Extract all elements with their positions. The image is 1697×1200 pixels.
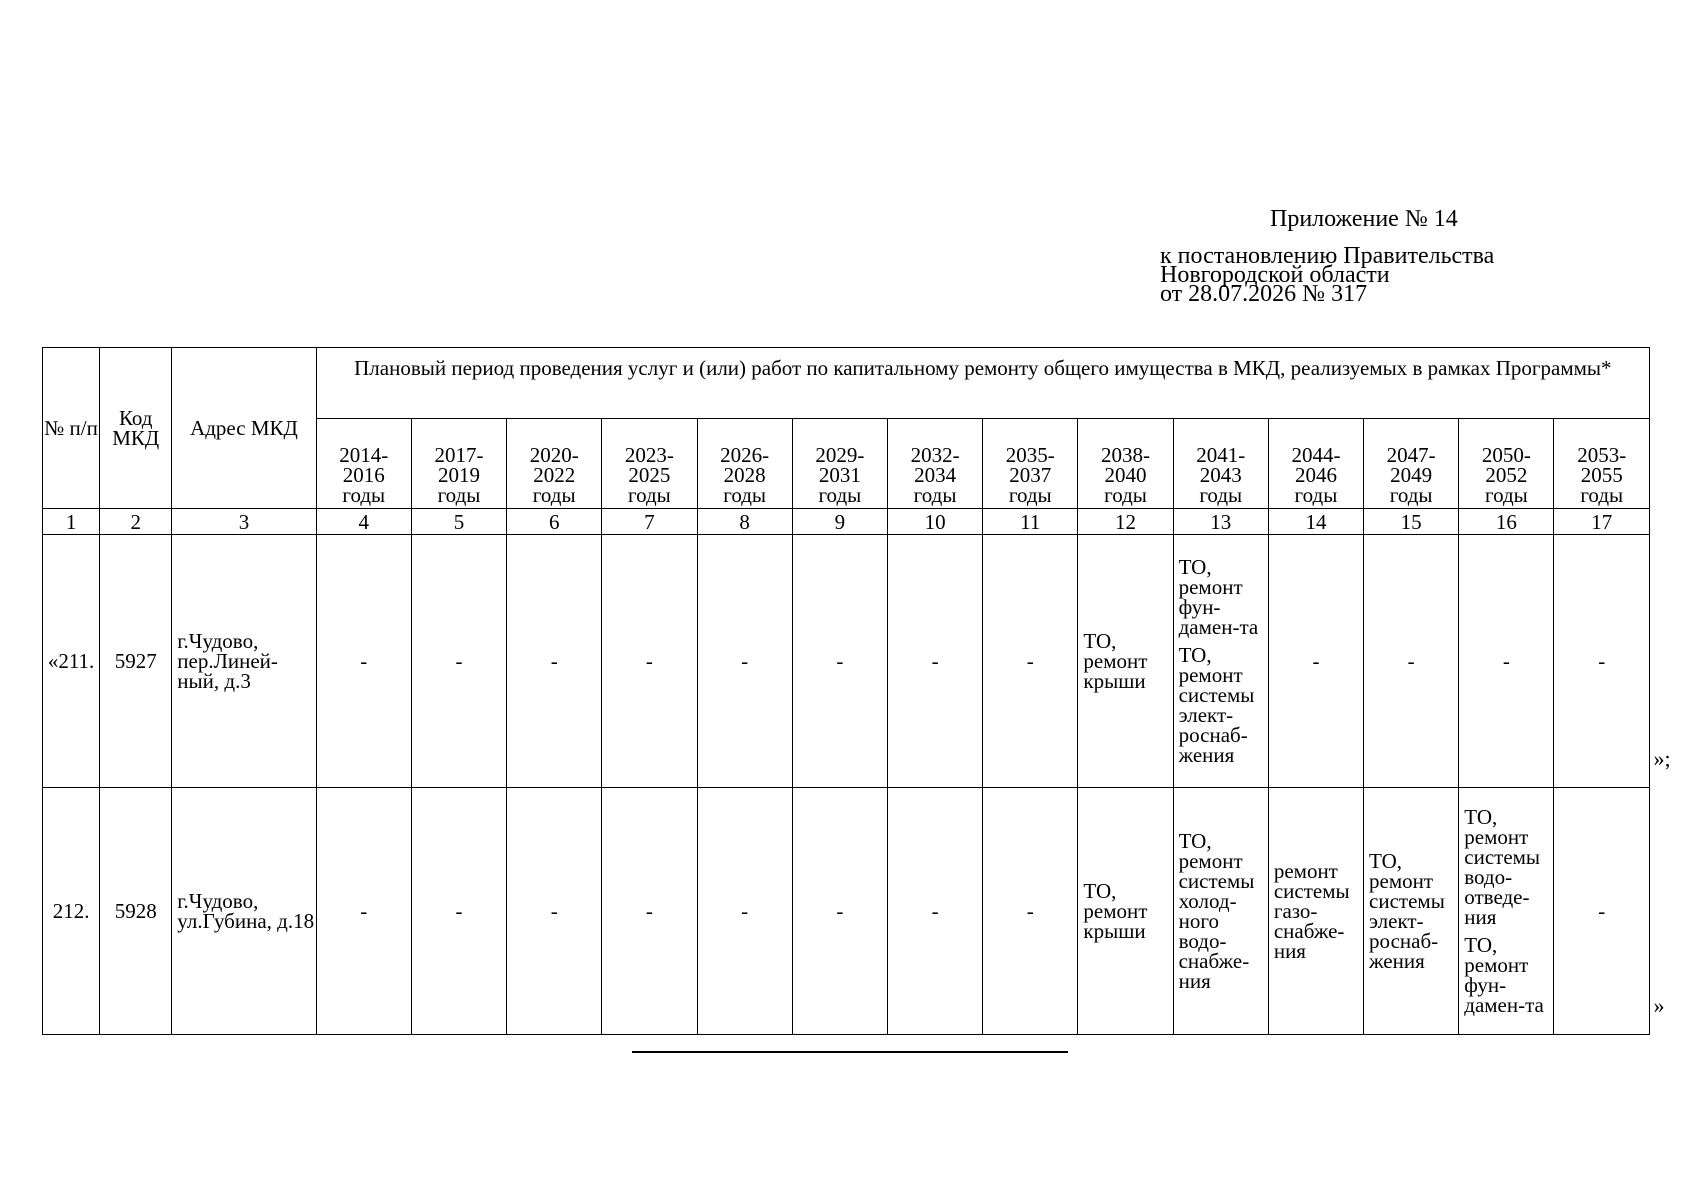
period-cell [792, 535, 887, 788]
row-code: 5928 [100, 788, 172, 1035]
period-cell [1078, 788, 1173, 1035]
empty-dash: - [1026, 649, 1034, 673]
period-unit: годы [1104, 483, 1147, 507]
period-header-cell [1173, 419, 1268, 509]
period-unit: годы [437, 483, 481, 507]
period-range: 2017-2019 [434, 443, 484, 487]
period-range: 2047-2049 [1386, 443, 1436, 487]
work-item: ТО, ремонт системы элект-роснаб-жения [1178, 643, 1255, 767]
closing-quote-row-212: » [1653, 992, 1665, 1018]
period-cell [983, 788, 1078, 1035]
period-cell [792, 788, 887, 1035]
period-cell [507, 788, 602, 1035]
empty-dash: - [931, 899, 939, 923]
period-header-cell [507, 419, 602, 509]
column-number: 16 [1459, 509, 1554, 535]
period-header-cell [983, 419, 1078, 509]
period-header-cell [792, 419, 887, 509]
document-header [1160, 206, 1495, 307]
column-number-row [43, 509, 1650, 535]
period-unit: годы [1294, 483, 1338, 507]
period-range: 2032-2034 [910, 443, 960, 487]
period-cell [1173, 788, 1268, 1035]
period-cell [411, 535, 506, 788]
empty-dash: - [836, 899, 844, 923]
period-range: 2014-2016 [339, 443, 389, 487]
empty-dash: - [741, 899, 749, 923]
work-item: ТО, ремонт фун-дамен-та [1464, 933, 1544, 1017]
period-header-cell [1078, 419, 1173, 509]
period-cell [1554, 788, 1650, 1035]
period-unit: годы [1389, 483, 1433, 507]
decree-line-1: к постановлению Правительства [1160, 243, 1495, 269]
work-item: ТО, ремонт системы элект-роснаб-жения [1369, 849, 1445, 973]
empty-dash: - [1026, 899, 1034, 923]
column-number: 1 [43, 509, 100, 535]
empty-dash: - [360, 899, 368, 923]
column-number: 9 [792, 509, 887, 535]
empty-dash: - [550, 899, 558, 923]
period-header-cell [1554, 419, 1650, 509]
period-unit: годы [1580, 483, 1624, 507]
period-cell [1364, 535, 1459, 788]
empty-dash: - [1598, 649, 1606, 673]
period-cell [602, 535, 697, 788]
program-table [42, 347, 1650, 1035]
work-item: ТО, ремонт крыши [1083, 879, 1148, 943]
period-header-cell [411, 419, 506, 509]
column-number: 5 [411, 509, 506, 535]
empty-dash: - [741, 649, 749, 673]
period-cell [316, 535, 411, 788]
table-row [43, 535, 1650, 788]
column-number: 14 [1268, 509, 1363, 535]
period-cell [697, 788, 792, 1035]
period-header-cell [1364, 419, 1459, 509]
period-range: 2026-2028 [720, 443, 770, 487]
period-range: 2020-2022 [529, 443, 579, 487]
empty-dash: - [455, 899, 463, 923]
decree-line-3: от 28.07.2026 № 317 [1160, 281, 1368, 307]
period-cell [507, 535, 602, 788]
period-range: 2044-2046 [1291, 443, 1341, 487]
period-header-cell [887, 419, 982, 509]
empty-dash: - [1312, 649, 1320, 673]
empty-dash: - [1407, 649, 1415, 673]
period-range: 2029-2031 [815, 443, 865, 487]
period-unit: годы [723, 483, 767, 507]
column-number: 3 [172, 509, 316, 535]
column-number: 11 [983, 509, 1078, 535]
column-number: 10 [887, 509, 982, 535]
column-number: 13 [1173, 509, 1268, 535]
column-number: 15 [1364, 509, 1459, 535]
period-cell [887, 788, 982, 1035]
period-unit: годы [628, 483, 671, 507]
work-item: ремонт системы газо-снабже-ния [1273, 859, 1350, 963]
period-unit: годы [1199, 483, 1243, 507]
row-address: г.Чудово, ул.Губина, д.18 [172, 788, 316, 1035]
period-cell [1459, 535, 1554, 788]
period-cell [1173, 535, 1268, 788]
column-number: 6 [507, 509, 602, 535]
decree-line-2: Новгородской области [1160, 262, 1390, 288]
period-unit: годы [818, 483, 862, 507]
program-table-wrapper [42, 347, 1650, 1035]
period-cell [887, 535, 982, 788]
period-header-cell [697, 419, 792, 509]
period-unit: годы [532, 483, 576, 507]
column-number: 12 [1078, 509, 1173, 535]
period-cell [1364, 788, 1459, 1035]
period-range: 2053-2055 [1577, 443, 1627, 487]
period-range: 2023-2025 [624, 443, 674, 487]
work-item: ТО, ремонт системы водо-отведе-ния [1464, 805, 1541, 929]
row-code: 5927 [100, 535, 172, 788]
empty-dash: - [931, 649, 939, 673]
period-cell [1268, 535, 1363, 788]
period-cell [316, 788, 411, 1035]
period-header-cell [1459, 419, 1554, 509]
column-number: 4 [316, 509, 411, 535]
empty-dash: - [1502, 649, 1510, 673]
period-header-cell [1268, 419, 1363, 509]
empty-dash: - [645, 899, 653, 923]
work-item: ТО, ремонт крыши [1083, 629, 1148, 693]
bottom-divider [632, 1051, 1068, 1053]
empty-dash: - [1598, 899, 1606, 923]
empty-dash: - [836, 649, 844, 673]
column-number: 7 [602, 509, 697, 535]
closing-quote-row-211: »; [1653, 745, 1671, 771]
row-number: «211. [43, 535, 100, 788]
period-group-header: Плановый период проведения услуг и (или) работ по капитальному ремонту общего имущества в МКД, реализуемых в рамках Программы* [316, 348, 1649, 419]
period-range: 2038-2040 [1101, 443, 1150, 487]
empty-dash: - [360, 649, 368, 673]
period-range: 2041-2043 [1196, 443, 1246, 487]
period-cell [411, 788, 506, 1035]
period-header-cell [602, 419, 697, 509]
col-header-address: Адрес МКД [172, 348, 316, 509]
period-range: 2050-2052 [1481, 443, 1531, 487]
period-cell [1459, 788, 1554, 1035]
appendix-title: Приложение № 14 [1270, 206, 1458, 232]
work-item: ТО, ремонт фун-дамен-та [1178, 555, 1259, 639]
period-cell [1078, 535, 1173, 788]
period-cell [697, 535, 792, 788]
empty-dash: - [645, 649, 653, 673]
period-range: 2035-2037 [1005, 443, 1055, 487]
col-header-code: Код МКД [100, 348, 172, 509]
work-item: ТО, ремонт системы холод-ного водо-снабже-ния [1178, 829, 1255, 993]
period-header-cell [316, 419, 411, 509]
row-number: 212. [43, 788, 100, 1035]
period-cell [602, 788, 697, 1035]
table-row [43, 788, 1650, 1035]
period-unit: годы [342, 483, 386, 507]
header-row [43, 348, 1650, 419]
period-cell [1554, 535, 1650, 788]
empty-dash: - [550, 649, 558, 673]
period-unit: годы [1008, 483, 1052, 507]
row-address: г.Чудово, пер.Линей-ный, д.3 [172, 535, 316, 788]
column-number: 8 [697, 509, 792, 535]
period-cell [983, 535, 1078, 788]
period-unit: годы [1484, 483, 1528, 507]
column-number: 2 [100, 509, 172, 535]
period-cell [1268, 788, 1363, 1035]
empty-dash: - [455, 649, 463, 673]
period-unit: годы [913, 483, 957, 507]
column-number: 17 [1554, 509, 1650, 535]
col-header-no: № п/п [43, 348, 100, 509]
